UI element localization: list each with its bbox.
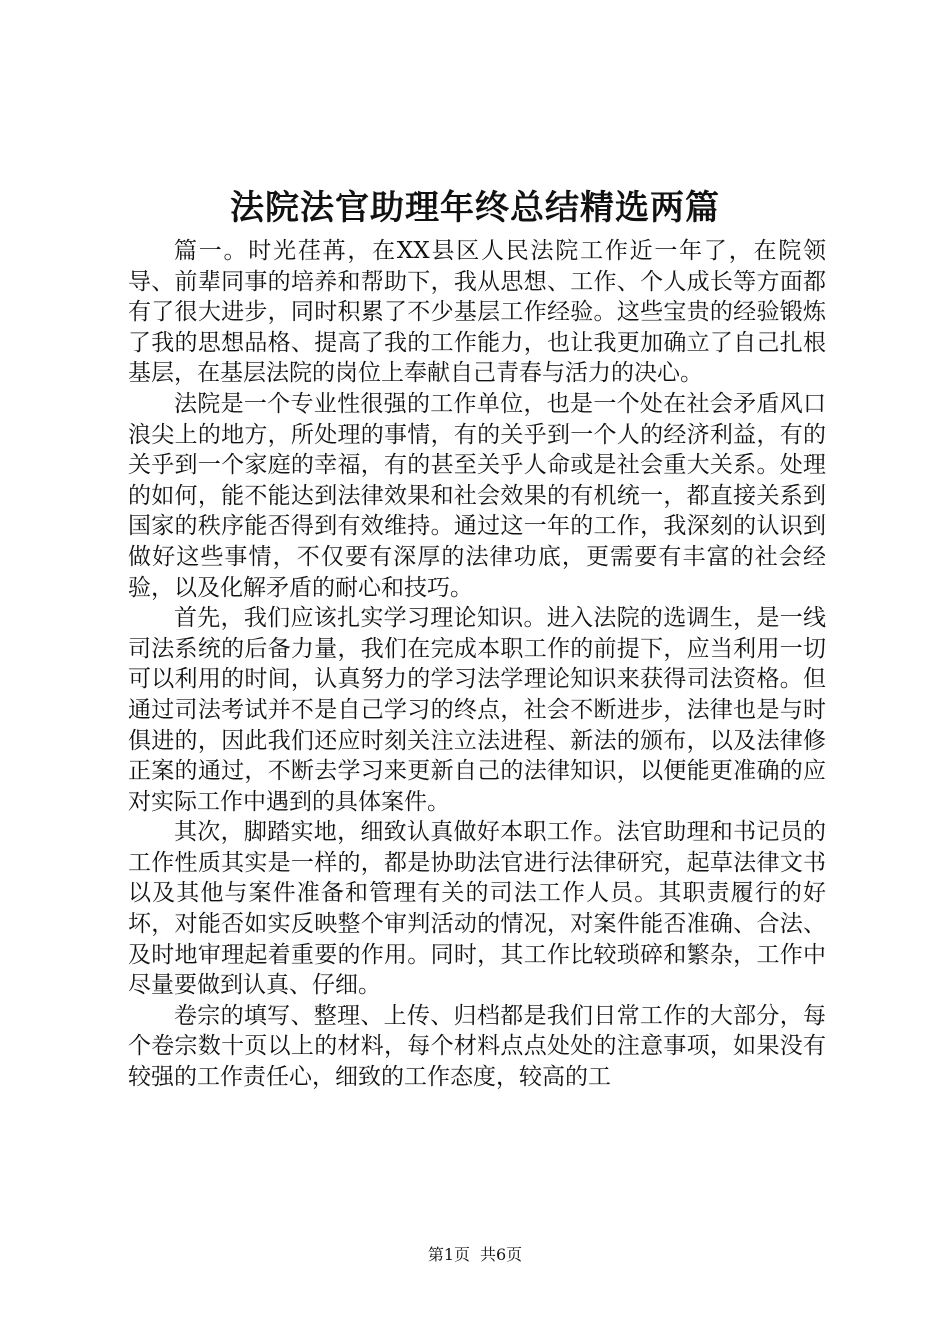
- paragraph-3: 首先，我们应该扎实学习理论知识。进入法院的选调生，是一线司法系统的后备力量，我们在完成本职工作的前提下，应当利用一切可以利用的时间，认真努力的学习法学理论知识来获得司法资格。但通过司法考试并不是自己学习的终点，社会不断进步，法律也是与时俱进的，因此我们还应时刻关注立法进程、新法的颁布，以及法律修正案的通过，不断去学习来更新自己的法律知识，以便能更准确的应对实际工作中遇到的具体案件。: [128, 605, 826, 815]
- page-number-current: 第1页: [427, 1245, 470, 1264]
- paragraph-4: 其次，脚踏实地，细致认真做好本职工作。法官助理和书记员的工作性质其实是一样的，都是协助法官进行法律研究，起草法律文书以及其他与案件准备和管理有关的司法工作人员。其职责履行的好坏，对能否如实反映整个审判活动的情况，对案件能否准确、合法、及时地审理起着重要的作用。同时，其工作比较琐碎和繁杂，工作中尽量要做到认真、仔细。: [128, 819, 826, 999]
- page-number-total: 共6页: [480, 1245, 523, 1264]
- page-footer: [0, 1244, 950, 1266]
- paragraph-2: 法院是一个专业性很强的工作单位，也是一个处在社会矛盾风口浪尖上的地方，所处理的事情，有的关乎到一个人的经济利益，有的关乎到一个家庭的幸福，有的甚至关乎人命或是社会重大关系。处理的如何，能不能达到法律效果和社会效果的有机统一，都直接关系到国家的秩序能否得到有效维持。通过这一年的工作，我深刻的认识到做好这些事情，不仅要有深厚的法律功底，更需要有丰富的社会经验，以及化解矛盾的耐心和技巧。: [128, 390, 826, 601]
- paragraph-1: 篇一。时光荏苒，在XX县区人民法院工作近一年了，在院领导、前辈同事的培养和帮助下，我从思想、工作、个人成长等方面都有了很大进步，同时积累了不少基层工作经验。这些宝贵的经验锻炼了我的思想品格、提高了我的工作能力，也让我更加确立了自己扎根基层，在基层法院的岗位上奉献自己青春与活力的决心。: [128, 238, 826, 387]
- document-title: 法院法官助理年终总结精选两篇: [230, 188, 720, 228]
- paragraph-5: 卷宗的填写、整理、上传、归档都是我们日常工作的大部分，每个卷宗数十页以上的材料，每个材料点点处处的注意事项，如果没有较强的工作责任心，细致的工作态度，较高的工: [128, 1002, 826, 1091]
- document-body: [128, 236, 826, 1093]
